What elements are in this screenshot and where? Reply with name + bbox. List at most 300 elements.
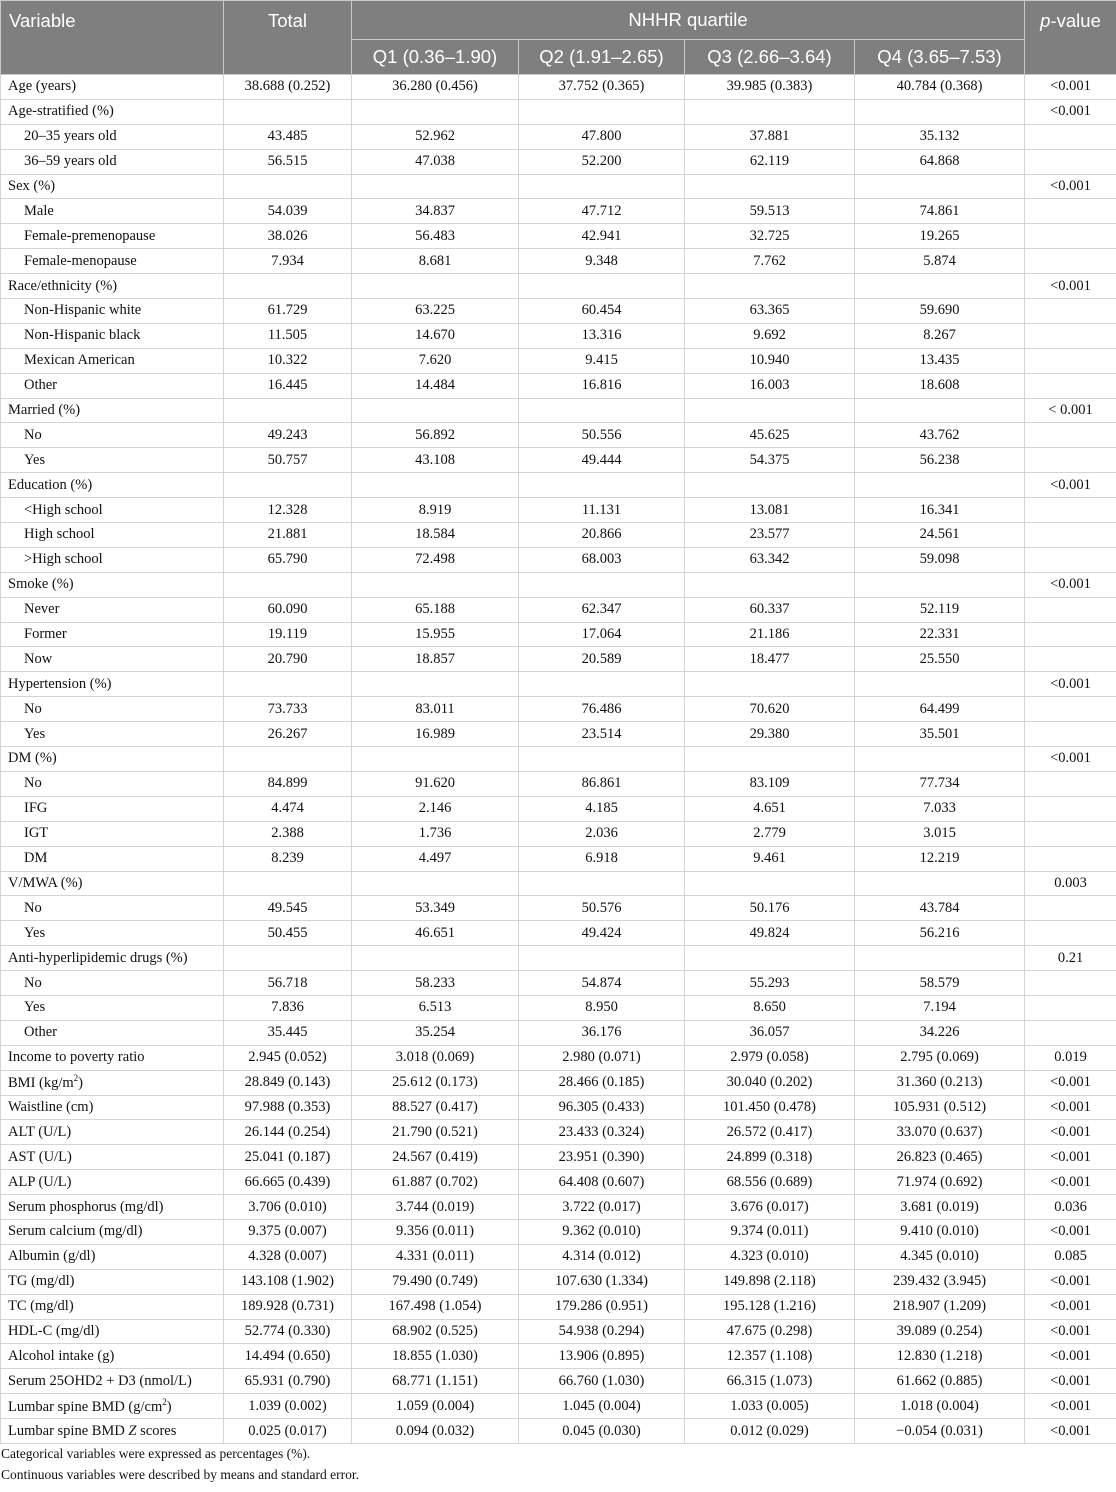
cell-total: 61.729 xyxy=(224,299,352,324)
table-row xyxy=(1,597,1116,622)
cell-q2: 62.347 xyxy=(519,597,685,622)
cell-q3: 2.779 xyxy=(685,821,855,846)
cell-variable xyxy=(1,1419,224,1444)
cell-q4 xyxy=(855,871,1025,896)
cell-q1: 68.902 (0.525) xyxy=(352,1319,519,1344)
cell-q3: 4.651 xyxy=(685,796,855,821)
table-row xyxy=(1,722,1116,747)
table-row xyxy=(1,946,1116,971)
table-row xyxy=(1,846,1116,871)
cell-variable xyxy=(1,995,224,1020)
cell-total: 65.790 xyxy=(224,547,352,572)
variable-label: Female-premenopause xyxy=(24,227,156,244)
cell-q3: 195.128 (1.216) xyxy=(685,1294,855,1319)
cell-variable xyxy=(1,1344,224,1369)
header-p-italic: p xyxy=(1040,10,1051,31)
superscript: 2 xyxy=(162,1396,167,1407)
cell-total: 35.445 xyxy=(224,1020,352,1045)
cell-p-value xyxy=(1025,821,1116,846)
cell-variable xyxy=(1,149,224,174)
cell-q3: 0.012 (0.029) xyxy=(685,1419,855,1444)
cell-p-value xyxy=(1025,597,1116,622)
cell-p-value: <0.001 xyxy=(1025,672,1116,697)
table-row xyxy=(1,1045,1116,1070)
cell-q4: 52.119 xyxy=(855,597,1025,622)
cell-total: 189.928 (0.731) xyxy=(224,1294,352,1319)
cell-total: 19.119 xyxy=(224,622,352,647)
cell-total: 4.328 (0.007) xyxy=(224,1244,352,1269)
cell-variable xyxy=(1,1095,224,1120)
cell-total: 54.039 xyxy=(224,199,352,224)
variable-label: Serum 25OHD2 + D3 (nmol/L) xyxy=(8,1372,192,1389)
cell-q1 xyxy=(352,473,519,498)
table-row xyxy=(1,398,1116,423)
cell-q3: 55.293 xyxy=(685,971,855,996)
variable-label: Never xyxy=(24,601,60,618)
cell-p-value xyxy=(1025,722,1116,747)
cell-p-value: <0.001 xyxy=(1025,75,1116,100)
cell-p-value: <0.001 xyxy=(1025,1369,1116,1394)
cell-variable xyxy=(1,199,224,224)
table-row xyxy=(1,423,1116,448)
variable-label: No xyxy=(24,899,42,916)
cell-p-value xyxy=(1025,971,1116,996)
cell-q2: 36.176 xyxy=(519,1020,685,1045)
cell-p-value xyxy=(1025,348,1116,373)
cell-total: 20.790 xyxy=(224,647,352,672)
cell-q2 xyxy=(519,174,685,199)
cell-q4: 31.360 (0.213) xyxy=(855,1070,1025,1095)
cell-q3: 54.375 xyxy=(685,448,855,473)
header-q3: Q3 (2.66–3.64) xyxy=(685,40,855,75)
cell-q4 xyxy=(855,572,1025,597)
cell-q4: 18.608 xyxy=(855,373,1025,398)
cell-q3: 37.881 xyxy=(685,124,855,149)
variable-label: Albumin (g/dl) xyxy=(8,1248,96,1265)
cell-total: 7.934 xyxy=(224,249,352,274)
cell-q1: 46.651 xyxy=(352,921,519,946)
variable-label: Waistline (cm) xyxy=(8,1098,94,1115)
cell-q3: 10.940 xyxy=(685,348,855,373)
table-row xyxy=(1,99,1116,124)
cell-q4: 24.561 xyxy=(855,523,1025,548)
variable-label: Yes xyxy=(24,451,46,468)
table-row xyxy=(1,622,1116,647)
cell-q3: 47.675 (0.298) xyxy=(685,1319,855,1344)
table-row xyxy=(1,796,1116,821)
table-row xyxy=(1,771,1116,796)
cell-q1: 91.620 xyxy=(352,771,519,796)
cell-q3: 24.899 (0.318) xyxy=(685,1145,855,1170)
cell-q3 xyxy=(685,473,855,498)
cell-p-value: <0.001 xyxy=(1025,1219,1116,1244)
cell-q3: 101.450 (0.478) xyxy=(685,1095,855,1120)
cell-q3: 39.985 (0.383) xyxy=(685,75,855,100)
table-row xyxy=(1,348,1116,373)
cell-total: 56.515 xyxy=(224,149,352,174)
cell-variable xyxy=(1,1195,224,1220)
header-variable: Variable xyxy=(1,1,224,75)
cell-total: 50.455 xyxy=(224,921,352,946)
cell-q4: 4.345 (0.010) xyxy=(855,1244,1025,1269)
cell-p-value: 0.019 xyxy=(1025,1045,1116,1070)
table-body xyxy=(1,75,1116,1444)
cell-q3: 23.577 xyxy=(685,523,855,548)
cell-variable xyxy=(1,174,224,199)
cell-q1: 15.955 xyxy=(352,622,519,647)
table-row xyxy=(1,547,1116,572)
cell-total: 11.505 xyxy=(224,323,352,348)
cell-q2: 50.556 xyxy=(519,423,685,448)
cell-p-value: 0.21 xyxy=(1025,946,1116,971)
cell-p-value: < 0.001 xyxy=(1025,398,1116,423)
cell-q4: 26.823 (0.465) xyxy=(855,1145,1025,1170)
cell-q2: 9.348 xyxy=(519,249,685,274)
cell-p-value: <0.001 xyxy=(1025,1319,1116,1344)
cell-q3: 49.824 xyxy=(685,921,855,946)
cell-q2 xyxy=(519,398,685,423)
cell-q1: 3.018 (0.069) xyxy=(352,1045,519,1070)
cell-q1: 1.736 xyxy=(352,821,519,846)
cell-p-value xyxy=(1025,995,1116,1020)
cell-total: 14.494 (0.650) xyxy=(224,1344,352,1369)
variable-label: Lumbar spine BMD xyxy=(8,1422,129,1439)
variable-label: ALP (U/L) xyxy=(8,1173,72,1190)
cell-p-value xyxy=(1025,771,1116,796)
table-row xyxy=(1,747,1116,772)
table-row xyxy=(1,373,1116,398)
cell-p-value: <0.001 xyxy=(1025,1070,1116,1095)
cell-q2: 28.466 (0.185) xyxy=(519,1070,685,1095)
variable-label: <High school xyxy=(24,501,103,518)
cell-q1: 18.584 xyxy=(352,523,519,548)
cell-q3 xyxy=(685,672,855,697)
cell-variable xyxy=(1,299,224,324)
cell-q1: 14.670 xyxy=(352,323,519,348)
cell-q1: 79.490 (0.749) xyxy=(352,1269,519,1294)
cell-q2: 47.712 xyxy=(519,199,685,224)
cell-q2: 16.816 xyxy=(519,373,685,398)
cell-variable xyxy=(1,697,224,722)
cell-variable xyxy=(1,75,224,100)
table-header xyxy=(1,1,1116,75)
variable-label: Former xyxy=(24,626,67,643)
cell-q4: 22.331 xyxy=(855,622,1025,647)
variable-label: Mexican American xyxy=(24,352,135,369)
cell-q4: 35.501 xyxy=(855,722,1025,747)
cell-q3: 32.725 xyxy=(685,224,855,249)
cell-total: 9.375 (0.007) xyxy=(224,1219,352,1244)
cell-q1: 52.962 xyxy=(352,124,519,149)
variable-label: Sex (%) xyxy=(8,178,56,194)
variable-label: Smoke (%) xyxy=(8,576,74,593)
variable-label: Race/ethnicity (%) xyxy=(8,277,118,294)
cell-total: 38.026 xyxy=(224,224,352,249)
table-row xyxy=(1,1344,1116,1369)
cell-variable xyxy=(1,373,224,398)
cell-total: 73.733 xyxy=(224,697,352,722)
cell-q4: 218.907 (1.209) xyxy=(855,1294,1025,1319)
cell-variable xyxy=(1,1394,224,1419)
cell-q1: 6.513 xyxy=(352,995,519,1020)
table-row xyxy=(1,1244,1116,1269)
table-row xyxy=(1,821,1116,846)
cell-p-value xyxy=(1025,373,1116,398)
cell-q3: 1.033 (0.005) xyxy=(685,1394,855,1419)
cell-q4: 59.690 xyxy=(855,299,1025,324)
cell-q3: 70.620 xyxy=(685,697,855,722)
cell-p-value xyxy=(1025,423,1116,448)
cell-q4: −0.054 (0.031) xyxy=(855,1419,1025,1444)
cell-total: 2.945 (0.052) xyxy=(224,1045,352,1070)
cell-variable xyxy=(1,1045,224,1070)
cell-q4: 58.579 xyxy=(855,971,1025,996)
cell-q2: 23.951 (0.390) xyxy=(519,1145,685,1170)
cell-p-value: <0.001 xyxy=(1025,174,1116,199)
cell-p-value: 0.085 xyxy=(1025,1244,1116,1269)
cell-q3 xyxy=(685,946,855,971)
cell-q3: 13.081 xyxy=(685,498,855,523)
cell-variable xyxy=(1,547,224,572)
table-row xyxy=(1,1020,1116,1045)
cell-q4 xyxy=(855,398,1025,423)
cell-total: 60.090 xyxy=(224,597,352,622)
cell-q2 xyxy=(519,473,685,498)
cell-total: 84.899 xyxy=(224,771,352,796)
cell-q2 xyxy=(519,946,685,971)
variable-label: Yes xyxy=(24,725,46,742)
cell-total: 65.931 (0.790) xyxy=(224,1369,352,1394)
cell-q2: 4.314 (0.012) xyxy=(519,1244,685,1269)
variable-label-suffix: ) xyxy=(166,1398,172,1415)
cell-p-value xyxy=(1025,224,1116,249)
cell-q1: 1.059 (0.004) xyxy=(352,1394,519,1419)
cell-q3: 3.676 (0.017) xyxy=(685,1195,855,1220)
table-row xyxy=(1,1394,1116,1419)
variable-label: Anti-hyperlipidemic drugs (%) xyxy=(8,949,188,966)
cell-q4: 9.410 (0.010) xyxy=(855,1219,1025,1244)
cell-total: 38.688 (0.252) xyxy=(224,75,352,100)
cell-p-value xyxy=(1025,199,1116,224)
cell-q4: 43.762 xyxy=(855,423,1025,448)
cell-variable xyxy=(1,1020,224,1045)
table-row xyxy=(1,1195,1116,1220)
cell-variable xyxy=(1,498,224,523)
cell-q2: 50.576 xyxy=(519,896,685,921)
cell-q1: 18.855 (1.030) xyxy=(352,1344,519,1369)
cell-variable xyxy=(1,1369,224,1394)
header-p-value xyxy=(1025,1,1116,75)
cell-p-value: <0.001 xyxy=(1025,1419,1116,1444)
cell-p-value xyxy=(1025,547,1116,572)
cell-total xyxy=(224,174,352,199)
table-row xyxy=(1,672,1116,697)
variable-label: IGT xyxy=(24,825,49,842)
cell-variable xyxy=(1,1145,224,1170)
table-row xyxy=(1,572,1116,597)
cell-total: 43.485 xyxy=(224,124,352,149)
cell-p-value: 0.036 xyxy=(1025,1195,1116,1220)
cell-total xyxy=(224,946,352,971)
table-row xyxy=(1,896,1116,921)
table-row xyxy=(1,75,1116,100)
variable-label-suffix: ) xyxy=(78,1074,83,1091)
variable-label: HDL-C (mg/dl) xyxy=(8,1322,100,1339)
cell-total: 143.108 (1.902) xyxy=(224,1269,352,1294)
cell-variable xyxy=(1,647,224,672)
variable-label: Lumbar spine BMD (g/cm xyxy=(8,1398,163,1415)
cell-variable xyxy=(1,946,224,971)
cell-q4 xyxy=(855,473,1025,498)
table-row xyxy=(1,871,1116,896)
cell-q3 xyxy=(685,274,855,299)
cell-q2: 42.941 xyxy=(519,224,685,249)
cell-q2 xyxy=(519,672,685,697)
cell-q1: 3.744 (0.019) xyxy=(352,1195,519,1220)
cell-q4: 8.267 xyxy=(855,323,1025,348)
cell-q3: 30.040 (0.202) xyxy=(685,1070,855,1095)
table-row xyxy=(1,971,1116,996)
cell-q4: 40.784 (0.368) xyxy=(855,75,1025,100)
cell-q4: 13.435 xyxy=(855,348,1025,373)
cell-variable xyxy=(1,971,224,996)
variable-label: V/MWA (%) xyxy=(8,874,83,891)
cell-q1: 25.612 (0.173) xyxy=(352,1070,519,1095)
cell-p-value: <0.001 xyxy=(1025,1269,1116,1294)
cell-q1: 88.527 (0.417) xyxy=(352,1095,519,1120)
cell-q1: 16.989 xyxy=(352,722,519,747)
cell-q2: 107.630 (1.334) xyxy=(519,1269,685,1294)
cell-total: 4.474 xyxy=(224,796,352,821)
variable-label: IFG xyxy=(24,800,48,817)
cell-q1: 34.837 xyxy=(352,199,519,224)
cell-q4: 105.931 (0.512) xyxy=(855,1095,1025,1120)
variable-label: Other xyxy=(24,1024,58,1041)
cell-q2: 1.045 (0.004) xyxy=(519,1394,685,1419)
table-row xyxy=(1,199,1116,224)
variable-label: No xyxy=(24,426,42,443)
cell-total: 66.665 (0.439) xyxy=(224,1170,352,1195)
cell-q3: 59.513 xyxy=(685,199,855,224)
cell-q1 xyxy=(352,274,519,299)
cell-variable xyxy=(1,1319,224,1344)
cell-q3: 26.572 (0.417) xyxy=(685,1120,855,1145)
cell-q4: 7.194 xyxy=(855,995,1025,1020)
cell-q1: 7.620 xyxy=(352,348,519,373)
cell-p-value xyxy=(1025,697,1116,722)
cell-p-value: <0.001 xyxy=(1025,747,1116,772)
header-p-rest: -value xyxy=(1050,10,1101,31)
cell-variable xyxy=(1,249,224,274)
cell-q4: 3.681 (0.019) xyxy=(855,1195,1025,1220)
cell-q4: 33.070 (0.637) xyxy=(855,1120,1025,1145)
cell-q3: 62.119 xyxy=(685,149,855,174)
cell-p-value: <0.001 xyxy=(1025,1145,1116,1170)
footnote-categorical: Categorical variables were expressed as percentages (%). xyxy=(1,1446,311,1461)
cell-q4: 71.974 (0.692) xyxy=(855,1170,1025,1195)
cell-q2 xyxy=(519,274,685,299)
cell-total: 52.774 (0.330) xyxy=(224,1319,352,1344)
cell-p-value: <0.001 xyxy=(1025,1294,1116,1319)
cell-q2: 47.800 xyxy=(519,124,685,149)
cell-q1: 63.225 xyxy=(352,299,519,324)
cell-q2: 49.424 xyxy=(519,921,685,946)
cell-q4: 3.015 xyxy=(855,821,1025,846)
cell-variable xyxy=(1,921,224,946)
cell-variable xyxy=(1,672,224,697)
cell-total xyxy=(224,572,352,597)
cell-q2: 13.316 xyxy=(519,323,685,348)
cell-p-value xyxy=(1025,1020,1116,1045)
cell-q2: 13.906 (0.895) xyxy=(519,1344,685,1369)
cell-q2: 60.454 xyxy=(519,299,685,324)
variable-label: Other xyxy=(24,377,58,394)
cell-q1: 8.681 xyxy=(352,249,519,274)
variable-label: Income to poverty ratio xyxy=(8,1049,145,1066)
table-row xyxy=(1,448,1116,473)
cell-q2: 23.514 xyxy=(519,722,685,747)
variable-label: Female-menopause xyxy=(24,252,137,269)
cell-q3: 18.477 xyxy=(685,647,855,672)
cell-p-value: <0.001 xyxy=(1025,572,1116,597)
cell-p-value: 0.003 xyxy=(1025,871,1116,896)
cell-q1: 43.108 xyxy=(352,448,519,473)
cell-variable xyxy=(1,99,224,124)
cell-total xyxy=(224,473,352,498)
cell-q2: 96.305 (0.433) xyxy=(519,1095,685,1120)
cell-p-value xyxy=(1025,622,1116,647)
cell-total: 3.706 (0.010) xyxy=(224,1195,352,1220)
table-row xyxy=(1,647,1116,672)
table-row xyxy=(1,473,1116,498)
cell-p-value xyxy=(1025,249,1116,274)
variable-label: No xyxy=(24,974,42,991)
cell-q4: 5.874 xyxy=(855,249,1025,274)
cell-p-value xyxy=(1025,448,1116,473)
cell-q3: 4.323 (0.010) xyxy=(685,1244,855,1269)
cell-q3 xyxy=(685,871,855,896)
cell-q2: 20.589 xyxy=(519,647,685,672)
cell-variable xyxy=(1,896,224,921)
cell-variable xyxy=(1,1120,224,1145)
cell-q4 xyxy=(855,174,1025,199)
cell-q2: 3.722 (0.017) xyxy=(519,1195,685,1220)
cell-variable xyxy=(1,622,224,647)
cell-q2: 66.760 (1.030) xyxy=(519,1369,685,1394)
table-row xyxy=(1,299,1116,324)
table-row xyxy=(1,1269,1116,1294)
cell-q2: 2.036 xyxy=(519,821,685,846)
cell-variable xyxy=(1,1219,224,1244)
cell-q1 xyxy=(352,572,519,597)
cell-q4 xyxy=(855,946,1025,971)
cell-total xyxy=(224,398,352,423)
cell-q1 xyxy=(352,99,519,124)
variable-label: TG (mg/dl) xyxy=(8,1273,75,1290)
cell-variable xyxy=(1,423,224,448)
variable-label: No xyxy=(24,700,42,717)
cell-variable xyxy=(1,1244,224,1269)
table-row xyxy=(1,249,1116,274)
cell-q4 xyxy=(855,274,1025,299)
cell-variable xyxy=(1,747,224,772)
cell-variable xyxy=(1,871,224,896)
cell-p-value xyxy=(1025,846,1116,871)
cell-total: 25.041 (0.187) xyxy=(224,1145,352,1170)
cell-variable xyxy=(1,1269,224,1294)
cell-p-value: <0.001 xyxy=(1025,274,1116,299)
cell-q3: 7.762 xyxy=(685,249,855,274)
